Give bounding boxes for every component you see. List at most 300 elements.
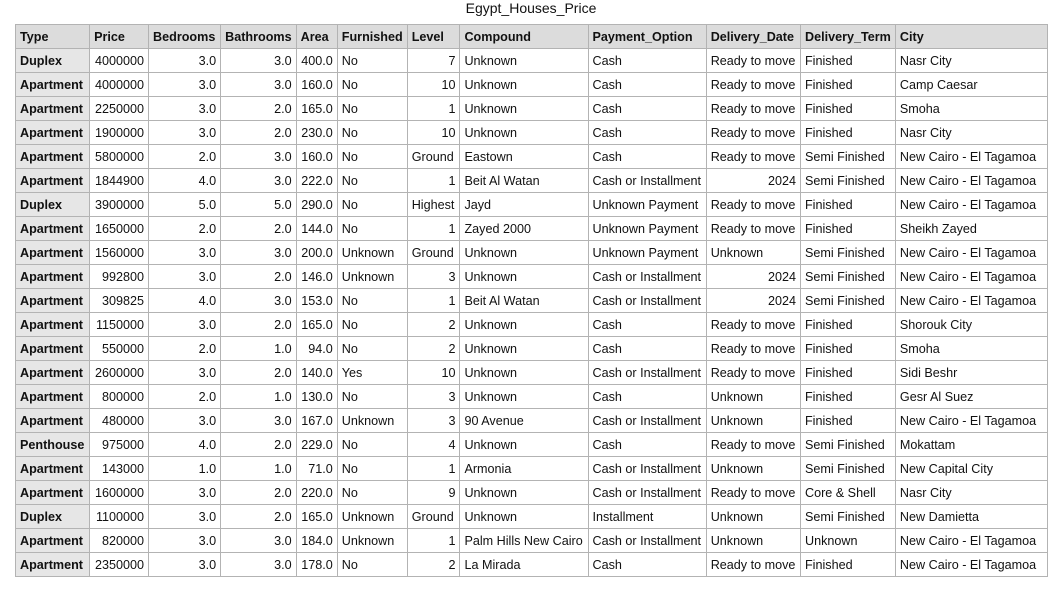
cell-type[interactable]: Duplex xyxy=(16,505,90,529)
column-header-delivery-date[interactable]: Delivery_Date xyxy=(706,25,800,49)
cell-compound[interactable]: Unknown xyxy=(460,121,588,145)
cell-delivery-term[interactable]: Semi Finished xyxy=(800,289,895,313)
cell-area[interactable]: 160.0 xyxy=(296,73,337,97)
cell-compound[interactable]: Palm Hills New Cairo xyxy=(460,529,588,553)
cell-compound[interactable]: Unknown xyxy=(460,505,588,529)
column-header-bedrooms[interactable]: Bedrooms xyxy=(149,25,221,49)
cell-payment-option[interactable]: Cash or Installment xyxy=(588,289,706,313)
cell-delivery-term[interactable]: Finished xyxy=(800,313,895,337)
cell-city[interactable]: Smoha xyxy=(895,97,1047,121)
cell-payment-option[interactable]: Cash or Installment xyxy=(588,265,706,289)
cell-delivery-date[interactable]: Ready to move xyxy=(706,337,800,361)
cell-delivery-date[interactable]: Ready to move xyxy=(706,193,800,217)
cell-city[interactable]: Nasr City xyxy=(895,481,1047,505)
cell-delivery-term[interactable]: Finished xyxy=(800,97,895,121)
cell-delivery-term[interactable]: Finished xyxy=(800,385,895,409)
cell-bathrooms[interactable]: 3.0 xyxy=(221,169,296,193)
cell-type[interactable]: Apartment xyxy=(16,73,90,97)
cell-delivery-date[interactable]: Unknown xyxy=(706,529,800,553)
cell-delivery-date[interactable]: Ready to move xyxy=(706,121,800,145)
table-row xyxy=(16,241,1048,265)
cell-level[interactable]: 10 xyxy=(407,73,460,97)
cell-area[interactable]: 165.0 xyxy=(296,505,337,529)
cell-bathrooms[interactable]: 2.0 xyxy=(221,313,296,337)
cell-furnished[interactable]: No xyxy=(337,385,407,409)
cell-area[interactable]: 165.0 xyxy=(296,313,337,337)
cell-furnished[interactable]: Yes xyxy=(337,361,407,385)
cell-bedrooms[interactable]: 1.0 xyxy=(149,457,221,481)
cell-compound[interactable]: Unknown xyxy=(460,49,588,73)
cell-area[interactable]: 200.0 xyxy=(296,241,337,265)
cell-delivery-term[interactable]: Finished xyxy=(800,73,895,97)
cell-furnished[interactable]: No xyxy=(337,217,407,241)
cell-bathrooms[interactable]: 2.0 xyxy=(221,217,296,241)
cell-level[interactable]: 3 xyxy=(407,265,460,289)
cell-delivery-date[interactable]: Ready to move xyxy=(706,481,800,505)
cell-furnished[interactable]: Unknown xyxy=(337,241,407,265)
column-header-price[interactable]: Price xyxy=(90,25,149,49)
cell-city[interactable]: Mokattam xyxy=(895,433,1047,457)
cell-compound[interactable]: Zayed 2000 xyxy=(460,217,588,241)
column-header-bathrooms[interactable]: Bathrooms xyxy=(221,25,296,49)
cell-city[interactable]: Shorouk City xyxy=(895,313,1047,337)
cell-level[interactable]: 3 xyxy=(407,385,460,409)
cell-price[interactable]: 143000 xyxy=(90,457,149,481)
table-row xyxy=(16,505,1048,529)
table-row xyxy=(16,361,1048,385)
cell-price[interactable]: 820000 xyxy=(90,529,149,553)
cell-compound[interactable]: Unknown xyxy=(460,265,588,289)
cell-price[interactable]: 309825 xyxy=(90,289,149,313)
cell-payment-option[interactable]: Cash xyxy=(588,73,706,97)
cell-compound[interactable]: Beit Al Watan xyxy=(460,169,588,193)
cell-bedrooms[interactable]: 3.0 xyxy=(149,409,221,433)
cell-level[interactable]: 1 xyxy=(407,169,460,193)
cell-delivery-term[interactable]: Core & Shell xyxy=(800,481,895,505)
cell-type[interactable]: Apartment xyxy=(16,289,90,313)
cell-bathrooms[interactable]: 3.0 xyxy=(221,145,296,169)
cell-bathrooms[interactable]: 1.0 xyxy=(221,385,296,409)
cell-price[interactable]: 2600000 xyxy=(90,361,149,385)
cell-city[interactable]: Camp Caesar xyxy=(895,73,1047,97)
cell-delivery-date[interactable]: Ready to move xyxy=(706,73,800,97)
cell-furnished[interactable]: No xyxy=(337,481,407,505)
table-row xyxy=(16,313,1048,337)
cell-level[interactable]: Highest xyxy=(407,193,460,217)
column-header-compound[interactable]: Compound xyxy=(460,25,588,49)
cell-price[interactable]: 4000000 xyxy=(90,49,149,73)
cell-furnished[interactable]: Unknown xyxy=(337,505,407,529)
cell-level[interactable]: 1 xyxy=(407,457,460,481)
cell-price[interactable]: 480000 xyxy=(90,409,149,433)
header-row xyxy=(16,25,1048,49)
cell-furnished[interactable]: Unknown xyxy=(337,265,407,289)
cell-price[interactable]: 2350000 xyxy=(90,553,149,577)
cell-type[interactable]: Duplex xyxy=(16,193,90,217)
cell-area[interactable]: 222.0 xyxy=(296,169,337,193)
cell-delivery-date[interactable]: 2024 xyxy=(706,169,800,193)
cell-bathrooms[interactable]: 2.0 xyxy=(221,97,296,121)
cell-bathrooms[interactable]: 2.0 xyxy=(221,265,296,289)
cell-compound[interactable]: Unknown xyxy=(460,241,588,265)
cell-delivery-term[interactable]: Finished xyxy=(800,409,895,433)
sheet-title: Egypt_Houses_Price xyxy=(465,0,597,16)
cell-area[interactable]: 290.0 xyxy=(296,193,337,217)
cell-compound[interactable]: Unknown xyxy=(460,97,588,121)
cell-delivery-date[interactable]: Ready to move xyxy=(706,49,800,73)
cell-price[interactable]: 1560000 xyxy=(90,241,149,265)
cell-furnished[interactable]: Unknown xyxy=(337,529,407,553)
cell-level[interactable]: 9 xyxy=(407,481,460,505)
column-header-furnished[interactable]: Furnished xyxy=(337,25,407,49)
data-table[interactable] xyxy=(15,24,1048,577)
cell-city[interactable]: New Cairo - El Tagamoa xyxy=(895,145,1047,169)
column-header-level[interactable]: Level xyxy=(407,25,460,49)
cell-type[interactable]: Penthouse xyxy=(16,433,90,457)
cell-bathrooms[interactable]: 3.0 xyxy=(221,409,296,433)
cell-level[interactable]: 4 xyxy=(407,433,460,457)
cell-area[interactable]: 229.0 xyxy=(296,433,337,457)
column-header-delivery-term[interactable]: Delivery_Term xyxy=(800,25,895,49)
cell-compound[interactable]: Beit Al Watan xyxy=(460,289,588,313)
cell-level[interactable]: Ground xyxy=(407,241,460,265)
cell-payment-option[interactable]: Cash or Installment xyxy=(588,361,706,385)
cell-price[interactable]: 1844900 xyxy=(90,169,149,193)
cell-city[interactable]: Nasr City xyxy=(895,49,1047,73)
cell-payment-option[interactable]: Cash xyxy=(588,121,706,145)
cell-area[interactable]: 144.0 xyxy=(296,217,337,241)
column-header-city[interactable]: City xyxy=(895,25,1047,49)
table-row xyxy=(16,193,1048,217)
cell-furnished[interactable]: No xyxy=(337,73,407,97)
cell-furnished[interactable]: No xyxy=(337,49,407,73)
cell-city[interactable]: New Cairo - El Tagamoa xyxy=(895,289,1047,313)
cell-level[interactable]: 1 xyxy=(407,529,460,553)
cell-type[interactable]: Apartment xyxy=(16,313,90,337)
cell-delivery-date[interactable]: Ready to move xyxy=(706,433,800,457)
cell-area[interactable]: 130.0 xyxy=(296,385,337,409)
cell-compound[interactable]: 90 Avenue xyxy=(460,409,588,433)
cell-bedrooms[interactable]: 3.0 xyxy=(149,97,221,121)
cell-furnished[interactable]: No xyxy=(337,169,407,193)
cell-type[interactable]: Apartment xyxy=(16,553,90,577)
cell-bedrooms[interactable]: 2.0 xyxy=(149,145,221,169)
cell-payment-option[interactable]: Cash xyxy=(588,313,706,337)
cell-type[interactable]: Apartment xyxy=(16,409,90,433)
cell-area[interactable]: 94.0 xyxy=(296,337,337,361)
cell-delivery-date[interactable]: Ready to move xyxy=(706,145,800,169)
cell-type[interactable]: Apartment xyxy=(16,457,90,481)
cell-compound[interactable]: Unknown xyxy=(460,73,588,97)
cell-bedrooms[interactable]: 3.0 xyxy=(149,73,221,97)
cell-payment-option[interactable]: Unknown Payment xyxy=(588,193,706,217)
table-row xyxy=(16,385,1048,409)
cell-price[interactable]: 975000 xyxy=(90,433,149,457)
cell-bedrooms[interactable]: 5.0 xyxy=(149,193,221,217)
cell-area[interactable]: 178.0 xyxy=(296,553,337,577)
cell-payment-option[interactable]: Cash or Installment xyxy=(588,409,706,433)
cell-level[interactable]: 1 xyxy=(407,289,460,313)
cell-type[interactable]: Duplex xyxy=(16,49,90,73)
cell-bedrooms[interactable]: 3.0 xyxy=(149,313,221,337)
cell-delivery-date[interactable]: 2024 xyxy=(706,265,800,289)
table-row xyxy=(16,217,1048,241)
cell-delivery-date[interactable]: Unknown xyxy=(706,385,800,409)
cell-bedrooms[interactable]: 3.0 xyxy=(149,361,221,385)
table-row xyxy=(16,169,1048,193)
cell-city[interactable]: New Cairo - El Tagamoa xyxy=(895,529,1047,553)
table-row xyxy=(16,145,1048,169)
cell-compound[interactable]: Unknown xyxy=(460,361,588,385)
cell-compound[interactable]: Unknown xyxy=(460,313,588,337)
cell-level[interactable]: 3 xyxy=(407,409,460,433)
cell-level[interactable]: 2 xyxy=(407,553,460,577)
cell-level[interactable]: 7 xyxy=(407,49,460,73)
cell-bathrooms[interactable]: 2.0 xyxy=(221,121,296,145)
cell-city[interactable]: Sidi Beshr xyxy=(895,361,1047,385)
cell-price[interactable]: 1900000 xyxy=(90,121,149,145)
cell-area[interactable]: 230.0 xyxy=(296,121,337,145)
cell-type[interactable]: Apartment xyxy=(16,145,90,169)
cell-furnished[interactable]: No xyxy=(337,97,407,121)
cell-furnished[interactable]: No xyxy=(337,553,407,577)
table-row xyxy=(16,433,1048,457)
cell-delivery-date[interactable]: Unknown xyxy=(706,505,800,529)
cell-delivery-term[interactable]: Semi Finished xyxy=(800,169,895,193)
cell-price[interactable]: 1600000 xyxy=(90,481,149,505)
cell-type[interactable]: Apartment xyxy=(16,385,90,409)
cell-area[interactable]: 184.0 xyxy=(296,529,337,553)
cell-furnished[interactable]: No xyxy=(337,313,407,337)
cell-area[interactable]: 220.0 xyxy=(296,481,337,505)
cell-city[interactable]: New Cairo - El Tagamoa xyxy=(895,553,1047,577)
cell-delivery-term[interactable]: Unknown xyxy=(800,529,895,553)
cell-area[interactable]: 140.0 xyxy=(296,361,337,385)
cell-delivery-date[interactable]: Unknown xyxy=(706,241,800,265)
cell-city[interactable]: New Damietta xyxy=(895,505,1047,529)
cell-delivery-date[interactable]: Ready to move xyxy=(706,313,800,337)
cell-price[interactable]: 5800000 xyxy=(90,145,149,169)
cell-delivery-term[interactable]: Finished xyxy=(800,553,895,577)
cell-bedrooms[interactable]: 3.0 xyxy=(149,49,221,73)
cell-type[interactable]: Apartment xyxy=(16,529,90,553)
column-header-area[interactable]: Area xyxy=(296,25,337,49)
cell-type[interactable]: Apartment xyxy=(16,337,90,361)
cell-furnished[interactable]: No xyxy=(337,289,407,313)
cell-delivery-date[interactable]: Ready to move xyxy=(706,553,800,577)
table-body xyxy=(16,49,1048,577)
cell-type[interactable]: Apartment xyxy=(16,361,90,385)
cell-bedrooms[interactable]: 3.0 xyxy=(149,529,221,553)
cell-level[interactable]: 10 xyxy=(407,361,460,385)
cell-city[interactable]: Gesr Al Suez xyxy=(895,385,1047,409)
cell-price[interactable]: 800000 xyxy=(90,385,149,409)
cell-compound[interactable]: Unknown xyxy=(460,385,588,409)
cell-delivery-term[interactable]: Semi Finished xyxy=(800,433,895,457)
cell-bathrooms[interactable]: 3.0 xyxy=(221,49,296,73)
cell-level[interactable]: 2 xyxy=(407,337,460,361)
cell-area[interactable]: 167.0 xyxy=(296,409,337,433)
cell-city[interactable]: New Cairo - El Tagamoa xyxy=(895,169,1047,193)
cell-compound[interactable]: Unknown xyxy=(460,433,588,457)
cell-type[interactable]: Apartment xyxy=(16,217,90,241)
cell-price[interactable]: 4000000 xyxy=(90,73,149,97)
cell-bathrooms[interactable]: 1.0 xyxy=(221,457,296,481)
table-row xyxy=(16,289,1048,313)
cell-bathrooms[interactable]: 1.0 xyxy=(221,337,296,361)
cell-payment-option[interactable]: Cash xyxy=(588,385,706,409)
cell-payment-option[interactable]: Cash xyxy=(588,145,706,169)
cell-price[interactable]: 1150000 xyxy=(90,313,149,337)
cell-payment-option[interactable]: Cash xyxy=(588,433,706,457)
table-row xyxy=(16,73,1048,97)
cell-area[interactable]: 146.0 xyxy=(296,265,337,289)
cell-bedrooms[interactable]: 2.0 xyxy=(149,385,221,409)
cell-city[interactable]: New Cairo - El Tagamoa xyxy=(895,193,1047,217)
cell-payment-option[interactable]: Unknown Payment xyxy=(588,241,706,265)
cell-bedrooms[interactable]: 4.0 xyxy=(149,169,221,193)
cell-type[interactable]: Apartment xyxy=(16,265,90,289)
cell-area[interactable]: 165.0 xyxy=(296,97,337,121)
cell-delivery-date[interactable]: Unknown xyxy=(706,409,800,433)
cell-level[interactable]: 2 xyxy=(407,313,460,337)
cell-bathrooms[interactable]: 3.0 xyxy=(221,73,296,97)
cell-level[interactable]: Ground xyxy=(407,505,460,529)
cell-city[interactable]: Nasr City xyxy=(895,121,1047,145)
table-row xyxy=(16,553,1048,577)
cell-type[interactable]: Apartment xyxy=(16,169,90,193)
cell-furnished[interactable]: No xyxy=(337,145,407,169)
cell-delivery-term[interactable]: Semi Finished xyxy=(800,241,895,265)
cell-compound[interactable]: Jayd xyxy=(460,193,588,217)
cell-bedrooms[interactable]: 3.0 xyxy=(149,121,221,145)
cell-level[interactable]: 1 xyxy=(407,217,460,241)
cell-price[interactable]: 2250000 xyxy=(90,97,149,121)
table-row xyxy=(16,457,1048,481)
cell-bedrooms[interactable]: 2.0 xyxy=(149,217,221,241)
cell-price[interactable]: 1100000 xyxy=(90,505,149,529)
cell-bathrooms[interactable]: 3.0 xyxy=(221,289,296,313)
data-table-container xyxy=(15,24,1048,577)
cell-payment-option[interactable]: Cash xyxy=(588,337,706,361)
cell-area[interactable]: 400.0 xyxy=(296,49,337,73)
cell-compound[interactable]: Armonia xyxy=(460,457,588,481)
cell-city[interactable]: New Cairo - El Tagamoa xyxy=(895,265,1047,289)
cell-bedrooms[interactable]: 3.0 xyxy=(149,265,221,289)
table-row xyxy=(16,529,1048,553)
table-row xyxy=(16,481,1048,505)
column-header-payment-option[interactable]: Payment_Option xyxy=(588,25,706,49)
cell-bathrooms[interactable]: 5.0 xyxy=(221,193,296,217)
cell-payment-option[interactable]: Cash or Installment xyxy=(588,481,706,505)
table-row xyxy=(16,49,1048,73)
cell-level[interactable]: 1 xyxy=(407,97,460,121)
cell-furnished[interactable]: No xyxy=(337,433,407,457)
cell-furnished[interactable]: No xyxy=(337,121,407,145)
cell-bedrooms[interactable]: 2.0 xyxy=(149,337,221,361)
cell-delivery-date[interactable]: Ready to move xyxy=(706,217,800,241)
cell-bathrooms[interactable]: 2.0 xyxy=(221,481,296,505)
cell-bathrooms[interactable]: 2.0 xyxy=(221,433,296,457)
table-row xyxy=(16,121,1048,145)
cell-delivery-date[interactable]: Ready to move xyxy=(706,97,800,121)
cell-area[interactable]: 153.0 xyxy=(296,289,337,313)
cell-payment-option[interactable]: Installment xyxy=(588,505,706,529)
cell-payment-option[interactable]: Cash or Installment xyxy=(588,457,706,481)
cell-furnished[interactable]: Unknown xyxy=(337,409,407,433)
cell-compound[interactable]: Eastown xyxy=(460,145,588,169)
cell-payment-option[interactable]: Cash xyxy=(588,97,706,121)
table-row xyxy=(16,337,1048,361)
cell-delivery-date[interactable]: 2024 xyxy=(706,289,800,313)
cell-bedrooms[interactable]: 3.0 xyxy=(149,505,221,529)
cell-type[interactable]: Apartment xyxy=(16,241,90,265)
cell-payment-option[interactable]: Cash or Installment xyxy=(588,169,706,193)
cell-bathrooms[interactable]: 3.0 xyxy=(221,553,296,577)
cell-delivery-date[interactable]: Ready to move xyxy=(706,361,800,385)
cell-delivery-term[interactable]: Semi Finished xyxy=(800,145,895,169)
cell-furnished[interactable]: No xyxy=(337,337,407,361)
cell-type[interactable]: Apartment xyxy=(16,97,90,121)
cell-bathrooms[interactable]: 3.0 xyxy=(221,241,296,265)
cell-bathrooms[interactable]: 3.0 xyxy=(221,529,296,553)
cell-city[interactable]: New Cairo - El Tagamoa xyxy=(895,241,1047,265)
cell-payment-option[interactable]: Unknown Payment xyxy=(588,217,706,241)
cell-delivery-term[interactable]: Semi Finished xyxy=(800,265,895,289)
cell-furnished[interactable]: No xyxy=(337,193,407,217)
cell-city[interactable]: New Cairo - El Tagamoa xyxy=(895,409,1047,433)
cell-type[interactable]: Apartment xyxy=(16,121,90,145)
cell-furnished[interactable]: No xyxy=(337,457,407,481)
cell-delivery-term[interactable]: Semi Finished xyxy=(800,505,895,529)
cell-price[interactable]: 992800 xyxy=(90,265,149,289)
cell-delivery-term[interactable]: Finished xyxy=(800,49,895,73)
cell-area[interactable]: 71.0 xyxy=(296,457,337,481)
cell-delivery-term[interactable]: Finished xyxy=(800,121,895,145)
cell-level[interactable]: 10 xyxy=(407,121,460,145)
cell-bathrooms[interactable]: 2.0 xyxy=(221,361,296,385)
cell-bedrooms[interactable]: 4.0 xyxy=(149,289,221,313)
cell-delivery-term[interactable]: Finished xyxy=(800,193,895,217)
cell-payment-option[interactable]: Cash or Installment xyxy=(588,529,706,553)
cell-bedrooms[interactable]: 4.0 xyxy=(149,433,221,457)
cell-city[interactable]: New Capital City xyxy=(895,457,1047,481)
column-header-type[interactable]: Type xyxy=(16,25,90,49)
cell-price[interactable]: 1650000 xyxy=(90,217,149,241)
cell-delivery-term[interactable]: Finished xyxy=(800,217,895,241)
cell-payment-option[interactable]: Cash xyxy=(588,553,706,577)
cell-delivery-term[interactable]: Semi Finished xyxy=(800,457,895,481)
cell-bedrooms[interactable]: 3.0 xyxy=(149,553,221,577)
cell-city[interactable]: Smoha xyxy=(895,337,1047,361)
cell-type[interactable]: Apartment xyxy=(16,481,90,505)
cell-bathrooms[interactable]: 2.0 xyxy=(221,505,296,529)
cell-city[interactable]: Sheikh Zayed xyxy=(895,217,1047,241)
cell-bedrooms[interactable]: 3.0 xyxy=(149,241,221,265)
cell-compound[interactable]: La Mirada xyxy=(460,553,588,577)
cell-delivery-term[interactable]: Finished xyxy=(800,337,895,361)
cell-compound[interactable]: Unknown xyxy=(460,481,588,505)
cell-bedrooms[interactable]: 3.0 xyxy=(149,481,221,505)
cell-area[interactable]: 160.0 xyxy=(296,145,337,169)
cell-compound[interactable]: Unknown xyxy=(460,337,588,361)
cell-price[interactable]: 3900000 xyxy=(90,193,149,217)
cell-payment-option[interactable]: Cash xyxy=(588,49,706,73)
cell-level[interactable]: Ground xyxy=(407,145,460,169)
cell-delivery-term[interactable]: Finished xyxy=(800,361,895,385)
cell-price[interactable]: 550000 xyxy=(90,337,149,361)
cell-delivery-date[interactable]: Unknown xyxy=(706,457,800,481)
